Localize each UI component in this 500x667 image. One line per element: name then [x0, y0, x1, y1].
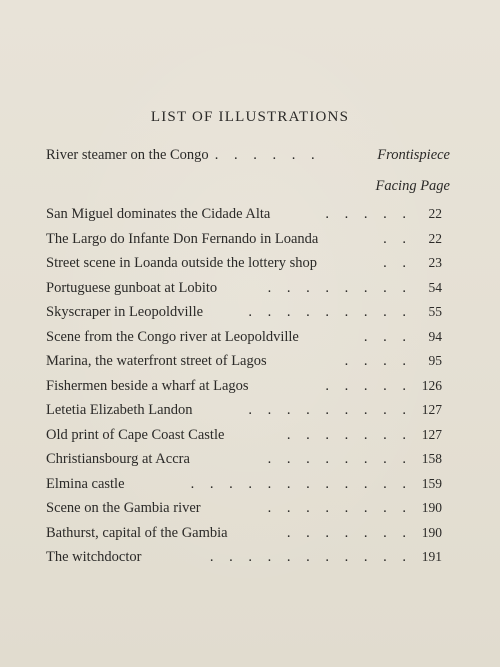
page-number: 190	[421, 524, 442, 540]
page-number: 190	[421, 500, 442, 515]
leader-dots: . . . . . . . . .	[248, 304, 412, 320]
facing-page-header: Facing Page	[375, 178, 450, 194]
illustration-title: Street scene in Loanda outside the lottery shop	[46, 255, 317, 271]
list-item	[46, 423, 442, 448]
frontispiece-page-ref: Frontispiece	[377, 147, 450, 163]
list-item	[46, 521, 442, 546]
page-number: 94	[428, 328, 442, 344]
frontispiece-entry	[46, 145, 450, 165]
page-number: 54	[428, 279, 442, 295]
illustration-title: Elmina castle	[46, 475, 125, 492]
illustration-title: Portuguese gunboat at Lobito	[46, 279, 218, 296]
leader-dots: . .	[383, 255, 412, 271]
page-number: 159	[421, 475, 442, 491]
list-item	[46, 545, 442, 570]
list-item	[46, 447, 442, 472]
list-item	[46, 251, 442, 276]
page-number: 95	[428, 353, 442, 368]
list-item	[46, 227, 442, 252]
leader-dots: . . . . . . . .	[267, 500, 412, 516]
illustration-list	[46, 202, 442, 570]
illustration-title: Letetia Elizabeth Landon	[46, 402, 193, 418]
leader-dots: . . . . . . .	[286, 524, 412, 541]
list-item	[46, 496, 442, 521]
list-item	[46, 374, 442, 399]
leader-dots: . . . . . .	[214, 147, 321, 163]
list-item	[46, 276, 442, 301]
illustration-title: Christiansbourg at Accra	[46, 451, 190, 467]
illustration-title: Skyscraper in Leopoldville	[46, 304, 204, 320]
page-number: 191	[421, 549, 442, 564]
illustration-title: Bathurst, capital of the Gambia	[46, 524, 228, 541]
leader-dots: . . . . .	[325, 206, 412, 222]
list-item	[46, 472, 442, 497]
illustration-title: Old print of Cape Coast Castle	[46, 426, 225, 443]
leader-dots: . . .	[363, 328, 412, 345]
page-number: 22	[428, 230, 442, 246]
leader-dots: . . . . . . .	[286, 426, 412, 443]
illustration-title: Marina, the waterfront street of Lagos	[46, 353, 267, 369]
leader-dots: . . . . .	[325, 377, 412, 394]
leader-dots: . .	[383, 230, 412, 247]
leader-dots: . . . . . . . .	[267, 451, 412, 467]
illustration-title: Fishermen beside a wharf at Lagos	[46, 377, 249, 394]
page-number: 126	[421, 377, 442, 393]
page-number: 127	[421, 402, 442, 417]
page-number: 23	[428, 255, 442, 270]
page-title: LIST OF ILLUSTRATIONS	[150, 109, 350, 125]
illustration-title: The witchdoctor	[46, 549, 142, 565]
list-item	[46, 325, 442, 350]
leader-dots: . . . . . . . . . . . .	[190, 475, 412, 492]
leader-dots: . . . . . . . . . . .	[209, 549, 412, 565]
page-number: 158	[421, 451, 442, 466]
frontispiece-label: River steamer on the Congo	[46, 147, 209, 163]
illustration-title: San Miguel dominates the Cidade Alta	[46, 206, 271, 222]
leader-dots: . . . .	[344, 353, 412, 369]
list-item	[46, 349, 442, 374]
illustration-title: The Largo do Infante Don Fernando in Loanda	[46, 230, 319, 247]
page-number: 55	[428, 304, 442, 319]
list-item	[46, 398, 442, 423]
illustration-title: Scene on the Gambia river	[46, 500, 201, 516]
illustration-title: Scene from the Congo river at Leopoldville	[46, 328, 299, 345]
leader-dots: . . . . . . . .	[267, 279, 412, 296]
page-number: 22	[428, 206, 442, 221]
page-number: 127	[421, 426, 442, 442]
list-item	[46, 300, 442, 325]
leader-dots: . . . . . . . . .	[248, 402, 412, 418]
list-item	[46, 202, 442, 227]
